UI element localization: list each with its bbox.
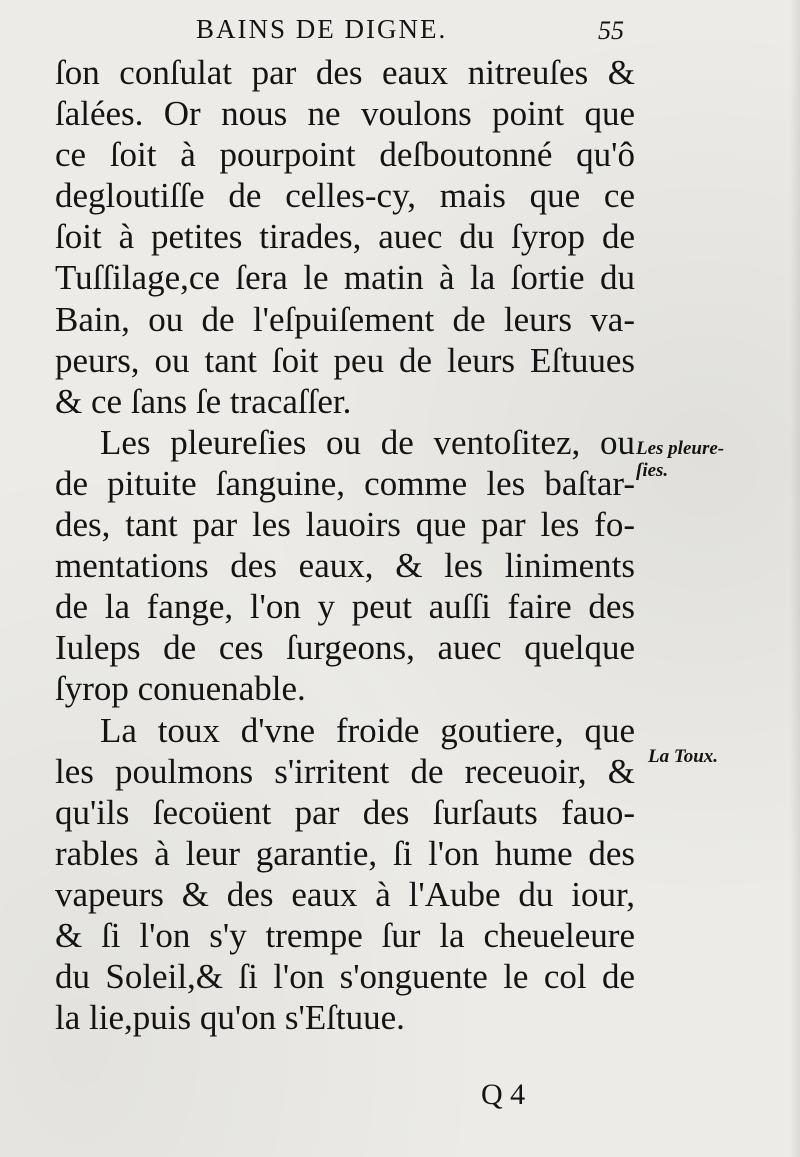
text-line: & ce ſans ſe tracaſſer. [55, 381, 352, 421]
marginal-note-line: ſies. [636, 460, 669, 481]
text-line: mentations des eaux, & les liniments [55, 546, 635, 586]
text-line: rables à leur garantie, ſi l'on hume des [55, 833, 635, 873]
text-line: du Soleil,& ſi l'on s'onguente le col de [55, 957, 635, 997]
page-number: 55 [598, 16, 624, 45]
text-line: de la fange, l'on y peut auſſi faire des [55, 587, 635, 627]
text-line: qu'ils ſecoüent par des ſurſauts fauo- [55, 792, 635, 832]
text-line: La toux d'vne froide goutiere, que [100, 710, 635, 750]
text-line: ſalées. Or nous ne voulons point que [55, 94, 635, 134]
text-line: des, tant par les lauoirs que par les fo- [55, 505, 635, 545]
text-line: la lie,puis qu'on s'Eſtuue. [55, 998, 405, 1038]
text-line: & ſi l'on s'y trempe ſur la cheueleure [55, 915, 635, 955]
text-line: ce ſoit à pourpoint deſboutonné qu'ô [55, 135, 635, 175]
marginal-note-toux: La Toux. [648, 746, 719, 767]
text-line: ſoit à petites tirades, auec du ſyrop de [55, 217, 635, 257]
text-line: Bain, ou de l'eſpuiſement de leurs va- [55, 299, 635, 339]
text-line: ſon conſulat par des eaux nitreuſes & [55, 53, 635, 92]
text-line: de pituite ſanguine, comme les baſtar- [55, 463, 635, 503]
text-line: Iuleps de ces ſurgeons, auec quelque [55, 628, 635, 668]
signature-mark: Q 4 [481, 1078, 526, 1111]
text-line: les poulmons s'irritent de receuoir, & [55, 751, 635, 791]
text-line: vapeurs & des eaux à l'Aube du iour, [55, 874, 635, 914]
running-head: BAINS DE DIGNE. [196, 14, 448, 44]
page-edge-shadow [790, 0, 800, 1157]
text-line: Les pleureſies ou de ventoſitez, ou [100, 422, 635, 462]
marginal-note-line: Les pleure- [636, 438, 725, 459]
body-text [55, 52, 635, 1038]
text-line: Tuſſilage,ce ſera le matin à la ſortie du [55, 258, 635, 298]
text-line: peurs, ou tant ſoit peu de leurs Eſtuues [55, 340, 635, 380]
marginal-note-pleuresies [636, 438, 724, 482]
text-line: ſyrop conuenable. [55, 669, 306, 709]
text-line: degloutiſſe de celles-cy, mais que ce [55, 176, 635, 216]
